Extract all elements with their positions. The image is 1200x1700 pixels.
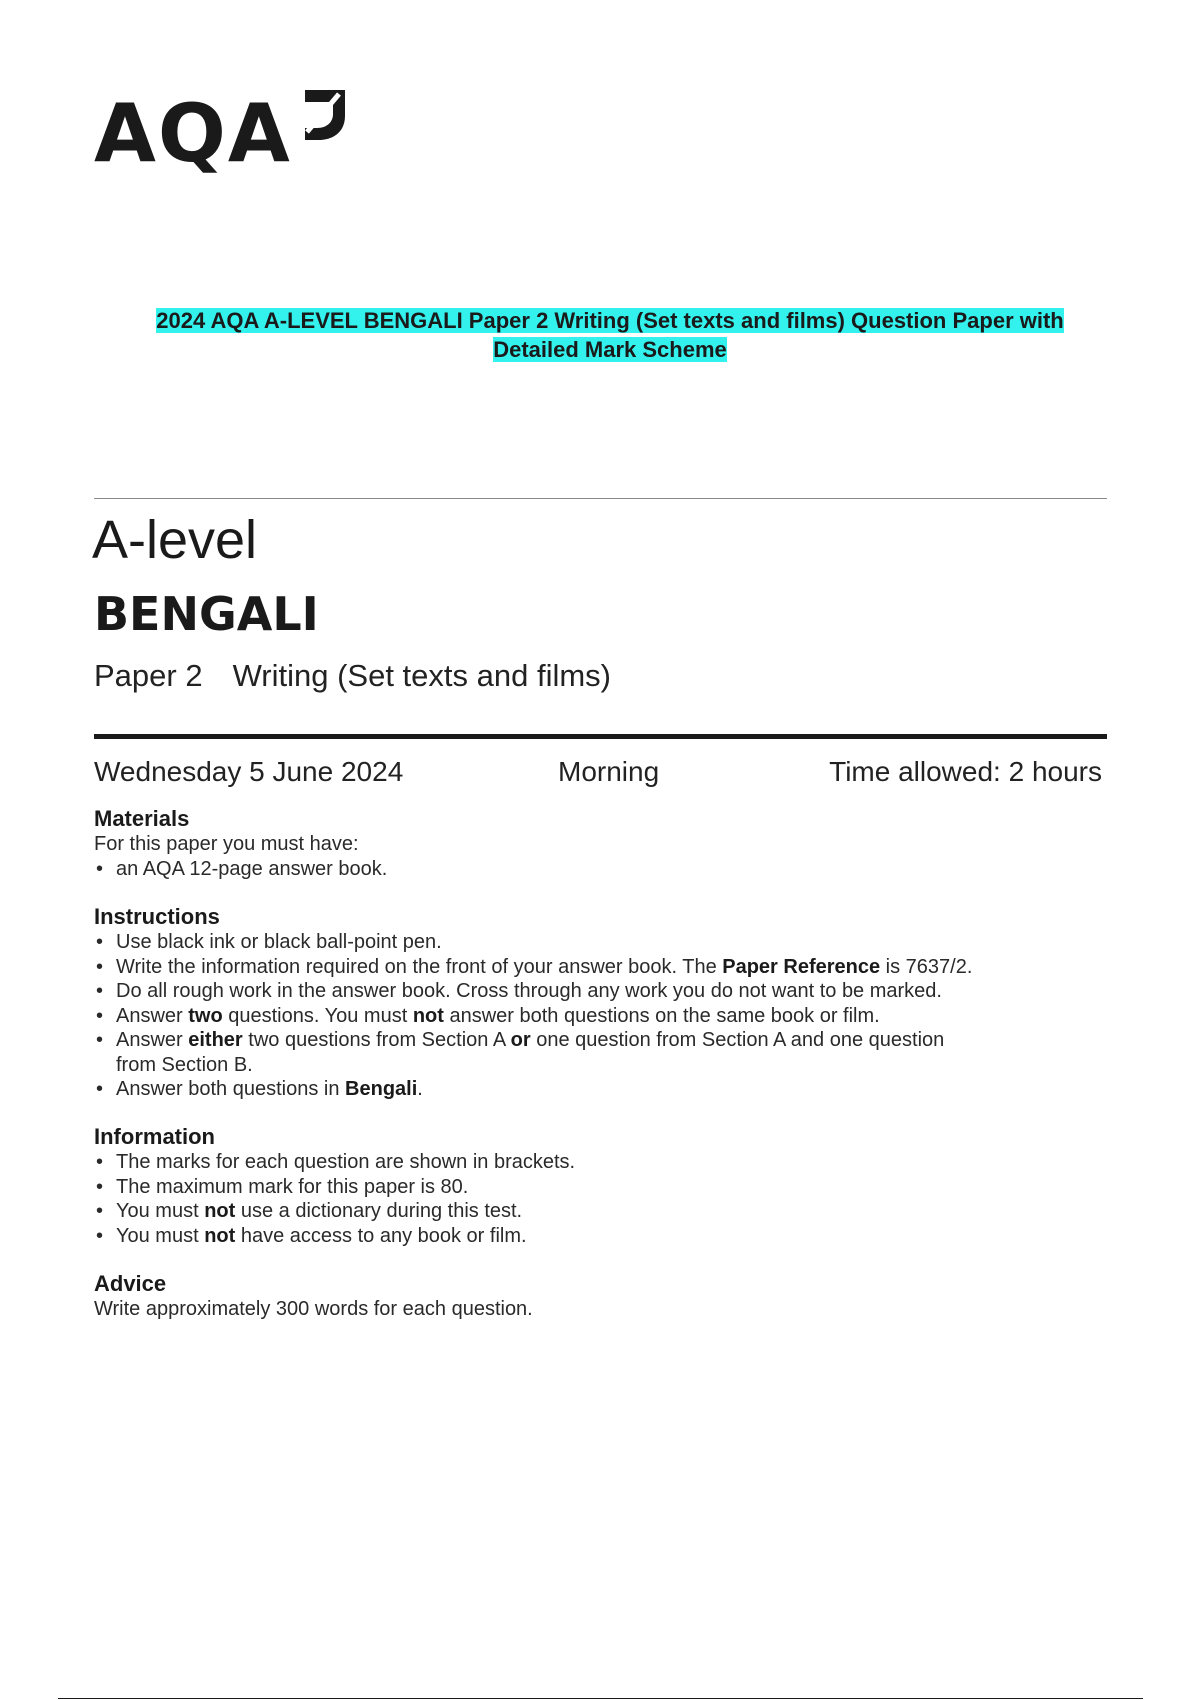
time-allowed: Time allowed: 2 hours bbox=[829, 756, 1102, 787]
subject-title: BENGALI bbox=[94, 587, 319, 641]
paper-title: Writing (Set texts and films) bbox=[232, 658, 611, 693]
information-section bbox=[94, 1124, 1124, 1248]
list-item: • Write the information required on the front of your answer book. The Paper Reference is 7637/2. bbox=[94, 955, 1124, 980]
paper-heading bbox=[94, 656, 611, 696]
top-divider bbox=[94, 498, 1107, 499]
information-list bbox=[94, 1150, 1124, 1248]
banner-line-1: 2024 AQA A-LEVEL BENGALI Paper 2 Writing (Set texts and films) Question Paper with bbox=[156, 308, 1064, 333]
document-title-banner bbox=[100, 306, 1120, 364]
list-item: • Answer two questions. You must not answer both questions on the same book or film. bbox=[94, 1004, 1124, 1029]
list-item: • Use black ink or black ball-point pen. bbox=[94, 930, 1124, 955]
instructions-section bbox=[94, 904, 1124, 1102]
list-item: • You must not use a dictionary during this test. bbox=[94, 1199, 1124, 1224]
materials-intro: For this paper you must have: bbox=[94, 833, 359, 855]
banner-line-2: Detailed Mark Scheme bbox=[493, 337, 727, 362]
list-item: • an AQA 12-page answer book. bbox=[94, 857, 1124, 882]
instructions-heading: Instructions bbox=[94, 904, 220, 929]
list-item: • Answer both questions in Bengali. bbox=[94, 1077, 1124, 1102]
advice-heading: Advice bbox=[94, 1271, 167, 1296]
materials-heading: Materials bbox=[94, 806, 190, 831]
paper-number: Paper 2 bbox=[94, 658, 203, 693]
list-item: • You must not have access to any book or film. bbox=[94, 1224, 1124, 1249]
materials-section bbox=[94, 806, 1124, 881]
materials-list bbox=[94, 857, 1124, 882]
list-item: • Answer either two questions from Section A or one question from Section A and one question from Section B. bbox=[94, 1028, 1124, 1077]
advice-text: Write approximately 300 words for each question. bbox=[94, 1298, 533, 1320]
header-divider bbox=[94, 734, 1107, 739]
bottom-divider bbox=[58, 1698, 1143, 1699]
advice-section bbox=[94, 1271, 1124, 1322]
aqa-leaf-icon bbox=[299, 88, 349, 144]
logo-wordmark: AQA bbox=[94, 87, 292, 180]
aqa-logo bbox=[94, 86, 364, 182]
information-heading: Information bbox=[94, 1124, 215, 1149]
qualification-level: A-level bbox=[92, 510, 258, 570]
list-item: • Do all rough work in the answer book. Cross through any work you do not want to be marked. bbox=[94, 979, 1124, 1004]
exam-session: Morning bbox=[558, 756, 660, 787]
instructions-list bbox=[94, 930, 1124, 1102]
exam-date: Wednesday 5 June 2024 bbox=[94, 756, 404, 787]
list-item: • The maximum mark for this paper is 80. bbox=[94, 1175, 1124, 1200]
list-item: • The marks for each question are shown in brackets. bbox=[94, 1150, 1124, 1175]
